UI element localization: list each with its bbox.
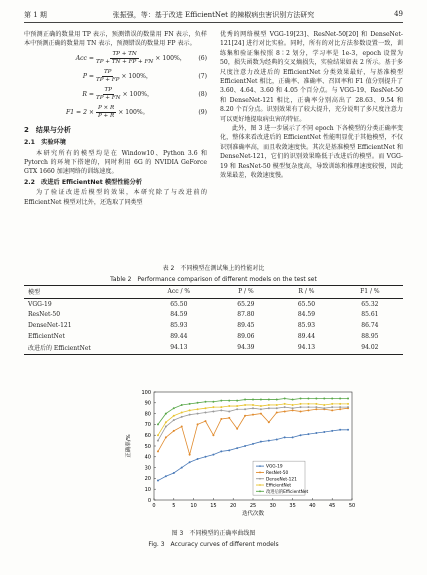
data-point (157, 423, 159, 425)
column-header: 模型 (24, 286, 142, 299)
table-cell: 85.61 (361, 311, 379, 319)
data-point (347, 397, 349, 399)
data-point (165, 436, 167, 438)
data-point (315, 397, 317, 399)
data-point (236, 405, 238, 407)
x-axis-label: 迭代次数 (241, 511, 265, 517)
data-point (315, 432, 317, 434)
data-point (307, 433, 309, 435)
left-column (24, 30, 207, 207)
x-tick-label: 50 (348, 503, 356, 509)
equation-lhs: P = (82, 72, 94, 80)
data-point (236, 400, 238, 402)
y-tick-label: 80 (144, 411, 151, 418)
fraction (96, 69, 119, 84)
subsection-heading: 2.2 改进后 EfficientNet 模型性能分析 (24, 178, 142, 186)
table-cell: 85.93 (170, 322, 188, 330)
y-tick-label: 0 (147, 497, 151, 504)
fraction (96, 51, 153, 66)
table-cell: 65.29 (237, 300, 255, 308)
data-point (212, 401, 214, 403)
data-point (197, 402, 199, 404)
legend-entry: VGG-19 (266, 464, 283, 470)
numerator: TP + TN (112, 50, 137, 57)
data-point (228, 405, 230, 407)
y-tick-label: 100 (141, 389, 151, 396)
data-point (323, 397, 325, 399)
equation-lhs: F1 = 2 × (65, 108, 94, 116)
data-point (181, 404, 183, 406)
issue-number: 第 1 期 (24, 11, 47, 19)
table-cell: 85.93 (297, 322, 316, 330)
figure-caption-cn: 图 3 不同模型的正确率曲线图 (171, 530, 256, 537)
table-cell: 89.44 (297, 333, 316, 341)
data-point (331, 397, 333, 399)
figure-caption-en: Fig. 3 Accuracy curves of different models (148, 541, 279, 548)
data-point (244, 404, 246, 406)
data-point (220, 406, 222, 408)
equation-tail: × 100%， (155, 54, 186, 62)
fraction (96, 87, 121, 102)
table-cell: ResNet-50 (28, 311, 61, 319)
data-point (181, 467, 183, 469)
data-point (307, 397, 309, 399)
column-header: F1 / % (337, 286, 403, 299)
data-point (339, 397, 341, 399)
y-tick-label: 40 (144, 454, 151, 461)
data-point (181, 426, 183, 428)
table-cell: 65.50 (297, 300, 316, 308)
legend-marker (259, 465, 261, 467)
table-row (24, 298, 403, 309)
equation (24, 86, 207, 103)
table-caption (24, 263, 403, 283)
x-tick-label: 15 (210, 503, 217, 509)
data-point (307, 409, 309, 411)
data-point (204, 401, 206, 403)
x-tick-label: 20 (230, 503, 237, 509)
data-point (276, 404, 278, 406)
table-caption-en: Table 2 Performance comparison of different models on the test set (110, 276, 317, 283)
data-point (284, 403, 286, 405)
data-point (157, 440, 159, 442)
data-point (252, 399, 254, 401)
data-point (260, 405, 262, 407)
legend-marker (259, 490, 261, 492)
table-row (24, 310, 403, 321)
table-cell: 87.80 (237, 311, 255, 319)
data-point (204, 420, 206, 422)
data-point (331, 403, 333, 405)
data-point (339, 408, 341, 410)
denominator: TP + TN + FP + FN (96, 58, 154, 65)
data-point (165, 426, 167, 428)
table-cell: 89.44 (170, 333, 188, 341)
data-point (268, 407, 270, 409)
data-point (173, 472, 175, 474)
data-point (236, 447, 238, 449)
data-point (189, 454, 191, 456)
paragraph: 优秀的网络模型 VGG-19[23]、ResNet-50[20] 和 DenseNet-121[24] 进行对比实验。同时，所有的对比方法参数设置一致，训练集和验证集按照 8∶2 划分，学习率是 1e-3，epoch 设置为 50，损失函数为经典的交叉熵损失，实验结果如表 2 所示。基于多尺度注意力改进后的 EfficientNet 分类效果最好，与基准模型 EfficientNet 相比，正确率、准确率、召回率和 F1 值分别提升了 3.60、4.64、3.60 和 4.05 个百分点。与 VGG-19、ResNet-50 和 DenseNet-121 相比，正确率分别高出了 28.63、9.54 和 8.20 个百分点。识别效果有了较大提升，充分说明了多尺度注意力可以更好地提取病虫害的特征。 (220, 31, 403, 123)
data-point (284, 406, 286, 408)
y-axis-label: 正确率/% (126, 434, 132, 458)
table-cell: 改进后的 EfficientNet (24, 342, 142, 354)
data-point (284, 397, 286, 399)
fraction (96, 105, 116, 120)
data-point (315, 403, 317, 405)
data-point (260, 441, 262, 443)
legend-entry: DenseNet-121 (266, 477, 297, 483)
x-tick-label: 5 (172, 503, 176, 509)
column-header: Acc / % (142, 286, 216, 299)
performance-table (24, 285, 403, 355)
data-point (197, 423, 199, 425)
running-header (24, 10, 403, 23)
data-point (315, 408, 317, 410)
y-tick-label: 50 (144, 443, 151, 450)
data-point (157, 480, 159, 482)
data-point (236, 408, 238, 410)
legend-entry: EfficientNet (266, 483, 292, 489)
data-point (323, 407, 325, 409)
data-point (212, 406, 214, 408)
data-point (260, 399, 262, 401)
data-point (157, 450, 159, 452)
data-point (197, 413, 199, 415)
data-point (347, 406, 349, 408)
numerator: P × R (98, 104, 115, 111)
data-point (244, 399, 246, 401)
data-point (212, 410, 214, 412)
data-point (323, 404, 325, 406)
accuracy-chart (120, 388, 360, 523)
data-point (300, 406, 302, 408)
equation-number: (8) (198, 90, 207, 98)
x-tick-label: 25 (249, 503, 257, 509)
data-point (228, 400, 230, 402)
right-column (220, 30, 403, 181)
equation-number: (6) (198, 54, 207, 62)
data-point (260, 413, 262, 415)
paragraph: 中预测正确的数量用 TP 表示，预测错误的数量用 FN 表示，负样本中预测正确的数量用 TN 表示，预测错误的数量用 FP 表示。 (24, 31, 207, 48)
numerator: TP (103, 68, 112, 75)
legend (253, 461, 309, 495)
data-point (292, 407, 294, 409)
equation-lhs: Acc = (75, 54, 94, 62)
data-point (244, 445, 246, 447)
y-tick-label: 60 (144, 433, 151, 439)
y-tick-label: 90 (144, 400, 151, 407)
data-point (165, 413, 167, 415)
equations (24, 50, 207, 121)
legend-marker (259, 472, 261, 474)
denominator: TP + FN (96, 94, 121, 101)
data-point (292, 404, 294, 406)
data-point (268, 440, 270, 442)
figure-caption (24, 528, 403, 548)
data-point (244, 415, 246, 417)
table-cell: 94.02 (337, 342, 403, 354)
table-cell: VGG-19 (28, 300, 52, 308)
page-number: 49 (394, 10, 403, 18)
equation-number: (9) (198, 108, 207, 116)
y-tick-label: 20 (144, 476, 151, 483)
data-point (260, 408, 262, 410)
data-point (173, 415, 175, 417)
data-point (331, 430, 333, 432)
equation (24, 68, 207, 85)
data-point (276, 412, 278, 414)
data-point (339, 403, 341, 405)
data-point (189, 461, 191, 463)
paragraph: 本研究所有的模型均是在 Window10、Python 3.6 和 Pytorch 的环境下搭建的，同时利用 6G 的 NVIDIA GeForce GTX 1660 加速网络的训练速度。 (24, 149, 207, 176)
table-cell: 89.45 (237, 322, 255, 330)
data-point (323, 431, 325, 433)
data-point (252, 404, 254, 406)
x-tick-label: 40 (309, 503, 316, 509)
data-point (252, 414, 254, 416)
numerator: TP (104, 86, 112, 93)
y-tick-label: 30 (144, 465, 151, 472)
denominator: P + R (98, 112, 115, 119)
data-point (347, 403, 349, 405)
section-heading: 2 结果与分析 (24, 125, 71, 134)
table-cell: 84.59 (170, 311, 188, 319)
equation-tail: × 100%。 (118, 108, 149, 116)
table-cell: DenseNet-121 (28, 322, 72, 330)
legend-entry: ResNet-50 (266, 471, 289, 477)
data-point (268, 404, 270, 406)
table-row (24, 342, 403, 354)
table-header-row (24, 286, 403, 299)
data-point (204, 407, 206, 409)
table-cell: 88.95 (361, 333, 379, 341)
table-cell: 86.74 (361, 322, 379, 330)
data-point (204, 412, 206, 414)
table-row (24, 320, 403, 331)
paragraph: 为了验证改进后模型的效果，本研究除了与改进前的 EfficientNet 模型对比外，还选取了同类型 (24, 189, 207, 206)
data-point (347, 429, 349, 431)
data-point (292, 436, 294, 438)
equation-lhs: R = (82, 90, 94, 98)
equation (24, 50, 207, 67)
data-point (165, 421, 167, 423)
data-point (276, 439, 278, 441)
table-cell: 94.13 (276, 342, 337, 354)
data-point (252, 443, 254, 445)
data-point (300, 410, 302, 412)
table-cell: 65.50 (170, 300, 188, 308)
table-cell: 89.06 (237, 333, 255, 341)
data-point (244, 408, 246, 410)
denominator: TP + FP (96, 76, 120, 83)
subsection-heading: 2.1 实验环境 (24, 139, 66, 147)
data-point (220, 409, 222, 411)
data-point (220, 418, 222, 420)
data-point (339, 406, 341, 408)
data-point (331, 409, 333, 411)
data-point (220, 400, 222, 402)
data-point (236, 428, 238, 430)
data-point (292, 399, 294, 401)
x-tick-label: 30 (269, 503, 276, 509)
data-point (220, 450, 222, 452)
data-point (197, 408, 199, 410)
equation (24, 104, 207, 121)
data-point (300, 434, 302, 436)
data-point (173, 407, 175, 409)
legend-marker (259, 478, 261, 480)
data-point (276, 399, 278, 401)
data-point (268, 421, 270, 423)
data-point (268, 399, 270, 401)
data-point (197, 458, 199, 460)
table-cell: 84.59 (297, 311, 316, 319)
data-point (339, 429, 341, 431)
data-point (204, 456, 206, 458)
data-point (181, 416, 183, 418)
data-point (228, 417, 230, 419)
data-point (228, 449, 230, 451)
data-point (300, 403, 302, 405)
legend-marker (259, 484, 261, 486)
legend-entry: 改进后的EfficientNet (266, 489, 309, 495)
table-cell: EfficientNet (28, 333, 65, 341)
data-point (173, 419, 175, 421)
data-point (315, 406, 317, 408)
table-cell: 65.32 (361, 300, 379, 308)
table-cell: 94.13 (142, 342, 216, 354)
x-tick-label: 35 (289, 503, 296, 509)
data-point (212, 434, 214, 436)
data-point (252, 407, 254, 409)
y-tick-label: 10 (144, 487, 151, 493)
data-point (157, 434, 159, 436)
data-point (189, 414, 191, 416)
paragraph: 此外，图 3 进一步展示了不同 epoch 下各模型的分类正确率变化，整体来看改进后的 EfficientNet 性能明显优于其他模型，不仅识别准确率高，而且收敛速度快。其次是基准模型 EfficientNet 和 DenseNet-121，它们的识别效果略低于改进后的模型。而 VGG-19 和 ResNet-50 模型复杂度高，导致训练和推理速度较慢，因此效果最差，收敛速度慢。 (220, 125, 403, 180)
data-point (307, 406, 309, 408)
data-point (189, 403, 191, 405)
table-body (24, 298, 403, 354)
equation-tail: × 100%， (122, 90, 154, 98)
running-title: 张振强，等：基于改进 EfficientNet 的辣椒病虫害识别方法研究 (112, 11, 315, 19)
x-tick-label: 45 (329, 503, 336, 509)
accuracy-figure (120, 388, 360, 523)
data-point (292, 409, 294, 411)
data-point (284, 436, 286, 438)
data-point (173, 430, 175, 432)
equation-tail: × 100%， (121, 72, 152, 80)
column-header: P / % (216, 286, 277, 299)
equation-number: (7) (198, 72, 207, 80)
data-point (307, 403, 309, 405)
data-point (331, 406, 333, 408)
data-point (228, 410, 230, 412)
y-tick-label: 70 (144, 422, 151, 429)
data-point (165, 475, 167, 477)
table-row (24, 331, 403, 342)
data-point (300, 397, 302, 399)
table-cell: 94.39 (216, 342, 277, 354)
data-point (284, 410, 286, 412)
data-point (276, 407, 278, 409)
data-point (189, 409, 191, 411)
x-tick-label: 0 (152, 503, 156, 509)
data-point (212, 454, 214, 456)
column-header: R / % (276, 286, 337, 299)
data-point (181, 412, 183, 414)
x-tick-label: 10 (190, 503, 197, 509)
table-caption-cn: 表 2 不同模型在测试集上的性能对比 (162, 265, 265, 272)
